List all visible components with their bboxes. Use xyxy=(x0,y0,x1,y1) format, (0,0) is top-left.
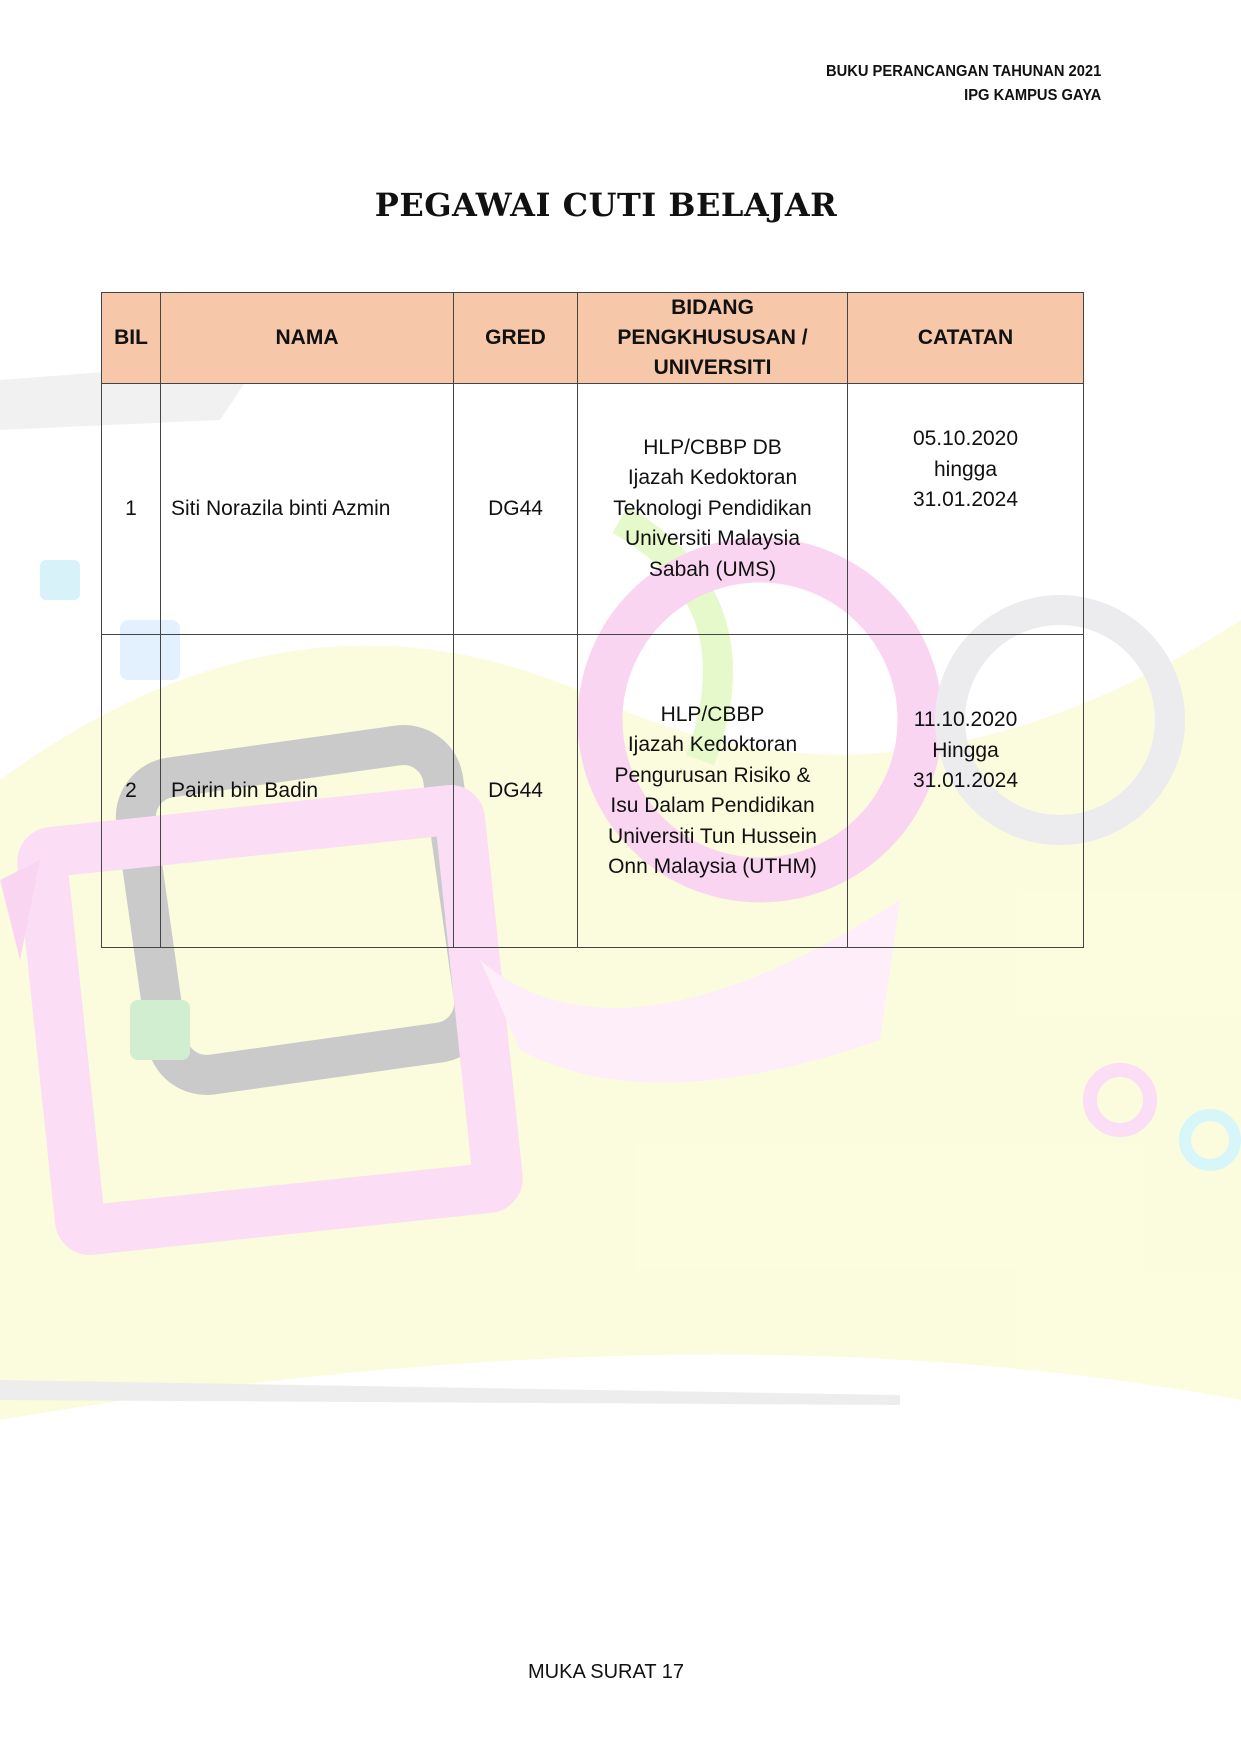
document-header xyxy=(826,60,1101,108)
catatan-line: Hingga xyxy=(932,738,999,762)
table-row xyxy=(102,384,1084,635)
cell-catatan xyxy=(848,635,1084,948)
header-bidang-line: PENGKHUSUSAN / xyxy=(617,326,808,349)
header-bil: BIL xyxy=(102,293,161,384)
bidang-line: Ijazah Kedoktoran xyxy=(627,733,798,756)
catatan-line: 05.10.2020 xyxy=(912,427,1019,450)
header-nama: NAMA xyxy=(161,293,454,384)
bidang-line: Teknologi Pendidikan xyxy=(613,496,812,520)
header-line-2: IPG KAMPUS GAYA xyxy=(963,87,1101,104)
cell-nama: Siti Norazila binti Azmin xyxy=(161,384,454,635)
cell-bil: 2 xyxy=(102,635,161,948)
header-bidang xyxy=(578,293,848,384)
cell-bidang xyxy=(578,384,848,635)
cell-bidang xyxy=(578,635,848,948)
cell-bil: 1 xyxy=(102,384,161,635)
table-row xyxy=(102,635,1084,948)
header-gred: GRED xyxy=(454,293,578,384)
cell-gred: DG44 xyxy=(454,635,578,948)
catatan-line: 11.10.2020 xyxy=(913,708,1018,731)
header-line-1: BUKU PERANCANGAN TAHUNAN 2021 xyxy=(825,63,1101,80)
header-bidang-line: BIDANG xyxy=(671,296,754,319)
page-title: PEGAWAI CUTI BELAJAR xyxy=(374,186,838,224)
bidang-line: Universiti Malaysia xyxy=(624,527,801,551)
header-catatan: CATATAN xyxy=(848,293,1084,384)
catatan-line: 31.01.2024 xyxy=(912,769,1019,792)
table-header-row xyxy=(102,293,1084,384)
cell-catatan xyxy=(848,384,1084,635)
catatan-line: hingga xyxy=(933,457,998,481)
bidang-line: Universiti Tun Hussein xyxy=(608,824,817,848)
bidang-line: HLP/CBBP xyxy=(660,702,765,726)
bidang-line: Isu Dalam Pendidikan xyxy=(610,794,815,817)
bidang-line: Pengurusan Risiko & xyxy=(614,763,811,787)
bidang-line: Ijazah Kedoktoran xyxy=(627,466,798,490)
bidang-line: Sabah (UMS) xyxy=(648,557,777,581)
catatan-line: 31.01.2024 xyxy=(912,488,1019,511)
bidang-line: HLP/CBBP DB xyxy=(643,435,782,459)
bidang-line: Onn Malaysia (UTHM) xyxy=(608,855,817,878)
header-bidang-line: UNIVERSITI xyxy=(653,356,772,379)
study-leave-table xyxy=(101,292,1084,948)
cell-gred: DG44 xyxy=(454,384,578,635)
page-number: MUKA SURAT 17 xyxy=(528,1661,684,1683)
cell-nama: Pairin bin Badin xyxy=(161,635,454,948)
